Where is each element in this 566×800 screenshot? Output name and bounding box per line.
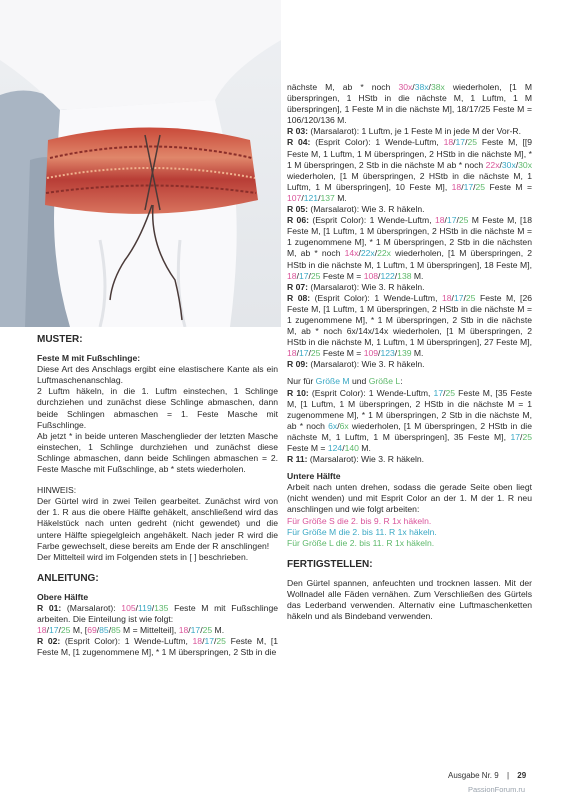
hinweis-label: HINWEIS: xyxy=(37,485,77,496)
row-10: R 10: (Esprit Color): 1 Wende-Luftm, 17/25 Feste M, [35 Feste M, [1 Luftm, 1 M überspringen, 2 HStb in die nächste M = 1 zugenommene M], * 1 M überspringen, 2 Stb in die nächste M, ab * noch 6x/6x wiederholen, [1 M überspringen, 2 HStb in die nächste M, 1 Luftm, 1 M überspringen], 35 Feste M], 17/25 Feste M = 124/140 M. xyxy=(287,387,533,453)
page-footer xyxy=(448,771,526,780)
row-07: R 07: (Marsalarot): Wie 3. R häkeln. xyxy=(287,281,425,292)
row-11: R 11: (Marsalarot): Wie 3. R häkeln. xyxy=(287,454,425,465)
untere-haelfte-paragraph: Arbeit nach unten drehen, sodass die gerade Seite oben liegt (nicht wenden) und mit Esprit Color an der 1. M der 1. R neu anschlingen und wie folgt arbeiten: xyxy=(287,482,532,515)
page-number: 29 xyxy=(517,771,527,780)
row-09: R 09: (Marsalarot): Wie 3. R häkeln. xyxy=(287,359,425,370)
untere-haelfte-heading: Untere Hälfte xyxy=(287,471,341,482)
size-m-l-note: Nur für Größe M und Größe L: xyxy=(287,376,403,387)
product-photo xyxy=(0,0,281,327)
row-02-continued: nächste M, ab * noch 30x/38x/38x wiederholen, [1 M überspringen, 1 HStb in die nächste M, 1 Luftm, 1 M überspringen], 1 Feste M in die nächste M], 18/17/25 Feste M = 106/120/136 M. xyxy=(287,82,533,126)
row-04: R 04: (Esprit Color): 1 Wende-Luftm, 18/17/25 Feste M, [[9 Feste M, 1 Luftm, 1 M überspringen, 2 HStb in die nächste M], * 1 M überspringen, 2 Stb in die nächste M ab * noch 22x/30x/30x wiederholen, [1 M überspringen, 2 HStb in die nächste M, 1 Luftm, 1 M überspringen], 10 Feste M], 18/17/25 Feste M = 107/121/137 M. xyxy=(287,137,533,203)
size-m-instruction: Für Größe M die 2. bis 11. R 1x häkeln. xyxy=(287,526,437,537)
hinweis-paragraph-2: Der Mittelteil wird im Folgenden stets in [ ] beschrieben. xyxy=(37,551,249,562)
footer-separator: | xyxy=(506,771,510,780)
muster-heading: MUSTER: xyxy=(37,334,83,345)
row-06: R 06: (Esprit Color): 1 Wende-Luftm, 18/17/25 M Feste M, [18 Feste M, [1 Luftm, 1 M überspringen, 2 HStb in die nächste M = 1 zugenommene M], * 1 M überspringen, 2 Stb in die nächsten M, ab * noch 14x/22x/22x wiederholen, [1 M überspringen, 2 HStb in die nächste M, 1 Luftm, 1 M überspringen], 18 Feste M], 18/17/25 Feste M = 108/122/138 M. xyxy=(287,215,533,281)
feste-paragraph-1: Diese Art des Anschlags ergibt eine elastischere Kante als ein Luftmaschenanschlag. xyxy=(37,364,278,386)
anleitung-heading: ANLEITUNG: xyxy=(37,572,99,584)
crochet-belt-photo xyxy=(0,0,281,327)
size-l-instruction: Für Größe L die 2. bis 11. R 1x häkeln. xyxy=(287,537,435,548)
size-s-instruction: Für Größe S die 2. bis 9. R 1x häkeln. xyxy=(287,515,432,526)
issue-label: Ausgabe Nr. 9 xyxy=(448,771,499,780)
left-column xyxy=(37,334,278,658)
feste-paragraph-3: Ab jetzt * in beide unteren Maschenglieder der letzten Masche einstechen, 1 Schlinge durchziehen und zunächst diese Schlinge abmaschen, dann beide Schlingen abmaschen = 2. Feste Masche mit Fußschlinge, ab * stets wiederholen. xyxy=(37,430,278,475)
row-01: R 01: (Marsalarot): 105/119/135 Feste M mit Fußschlinge arbeiten. Die Einteilung ist wie folgt: 18/17/25 M, [69/85/85 M = Mittelteil], 18/17/25 M. xyxy=(37,602,278,636)
fertigstellen-paragraph: Den Gürtel spannen, anfeuchten und trocknen lassen. Mit der Wollnadel alle Fäden vernähen. Zum Verschließen des Gürtels das Lederband verwenden. Alternativ eine Luftmaschenketten häkeln und als Bindeband verwenden. xyxy=(287,577,532,622)
row-08: R 08: (Esprit Color): 1 Wende-Luftm, 18/17/25 Feste M, [26 Feste M, [1 Luftm, 1 M überspringen, 2 HStb in die nächste M = 1 zugenommene M], * 1 M überspringen, 2 Stb in die nächste M, ab * noch 6x/14x/14x wiederholen, [1 M überspringen, 2 HStb in die nächste M, 1 Luftm, 1 M überspringen], 27 Feste M], 18/17/25 Feste M = 109/123/139 M. xyxy=(287,292,533,359)
watermark: PassionForum.ru xyxy=(468,785,526,794)
hinweis-paragraph-1: Der Gürtel wird in zwei Teilen gearbeitet. Zunächst wird von der 1. R aus die obere Hälfte gehäkelt, anschließend wird das Häkelstück nach unten gedreht (nicht gewendet) und die untere Hälfte spiegelgleich angehäkelt. Nach jeder R wird die Farbe gewechselt, diese bereits am Ende der R anschlingen! xyxy=(37,496,278,551)
row-03: R 03: (Marsalarot): 1 Luftm, je 1 Feste M in jede M der Vor-R. xyxy=(287,126,522,137)
obere-haelfte-heading: Obere Hälfte xyxy=(37,591,89,602)
fertigstellen-heading: FERTIGSTELLEN: xyxy=(287,558,373,570)
feste-heading: Feste M mit Fußschlinge: xyxy=(37,353,141,364)
right-column xyxy=(287,82,532,622)
row-02: R 02: (Esprit Color): 1 Wende-Luftm, 18/17/25 Feste M, [1 Feste M, [1 zugenommene M], * 1 M überspringen, 2 Stb in die xyxy=(37,636,278,658)
feste-paragraph-2: 2 Luftm häkeln, in die 1. Luftm einstechen, 1 Schlinge durchziehen und zunächst diese Schlinge abmaschen, dann beide Schlingen abmaschen = 1. Feste Masche mit Fußschlinge. xyxy=(37,386,278,430)
row-05: R 05: (Marsalarot): Wie 3. R häkeln. xyxy=(287,204,425,215)
